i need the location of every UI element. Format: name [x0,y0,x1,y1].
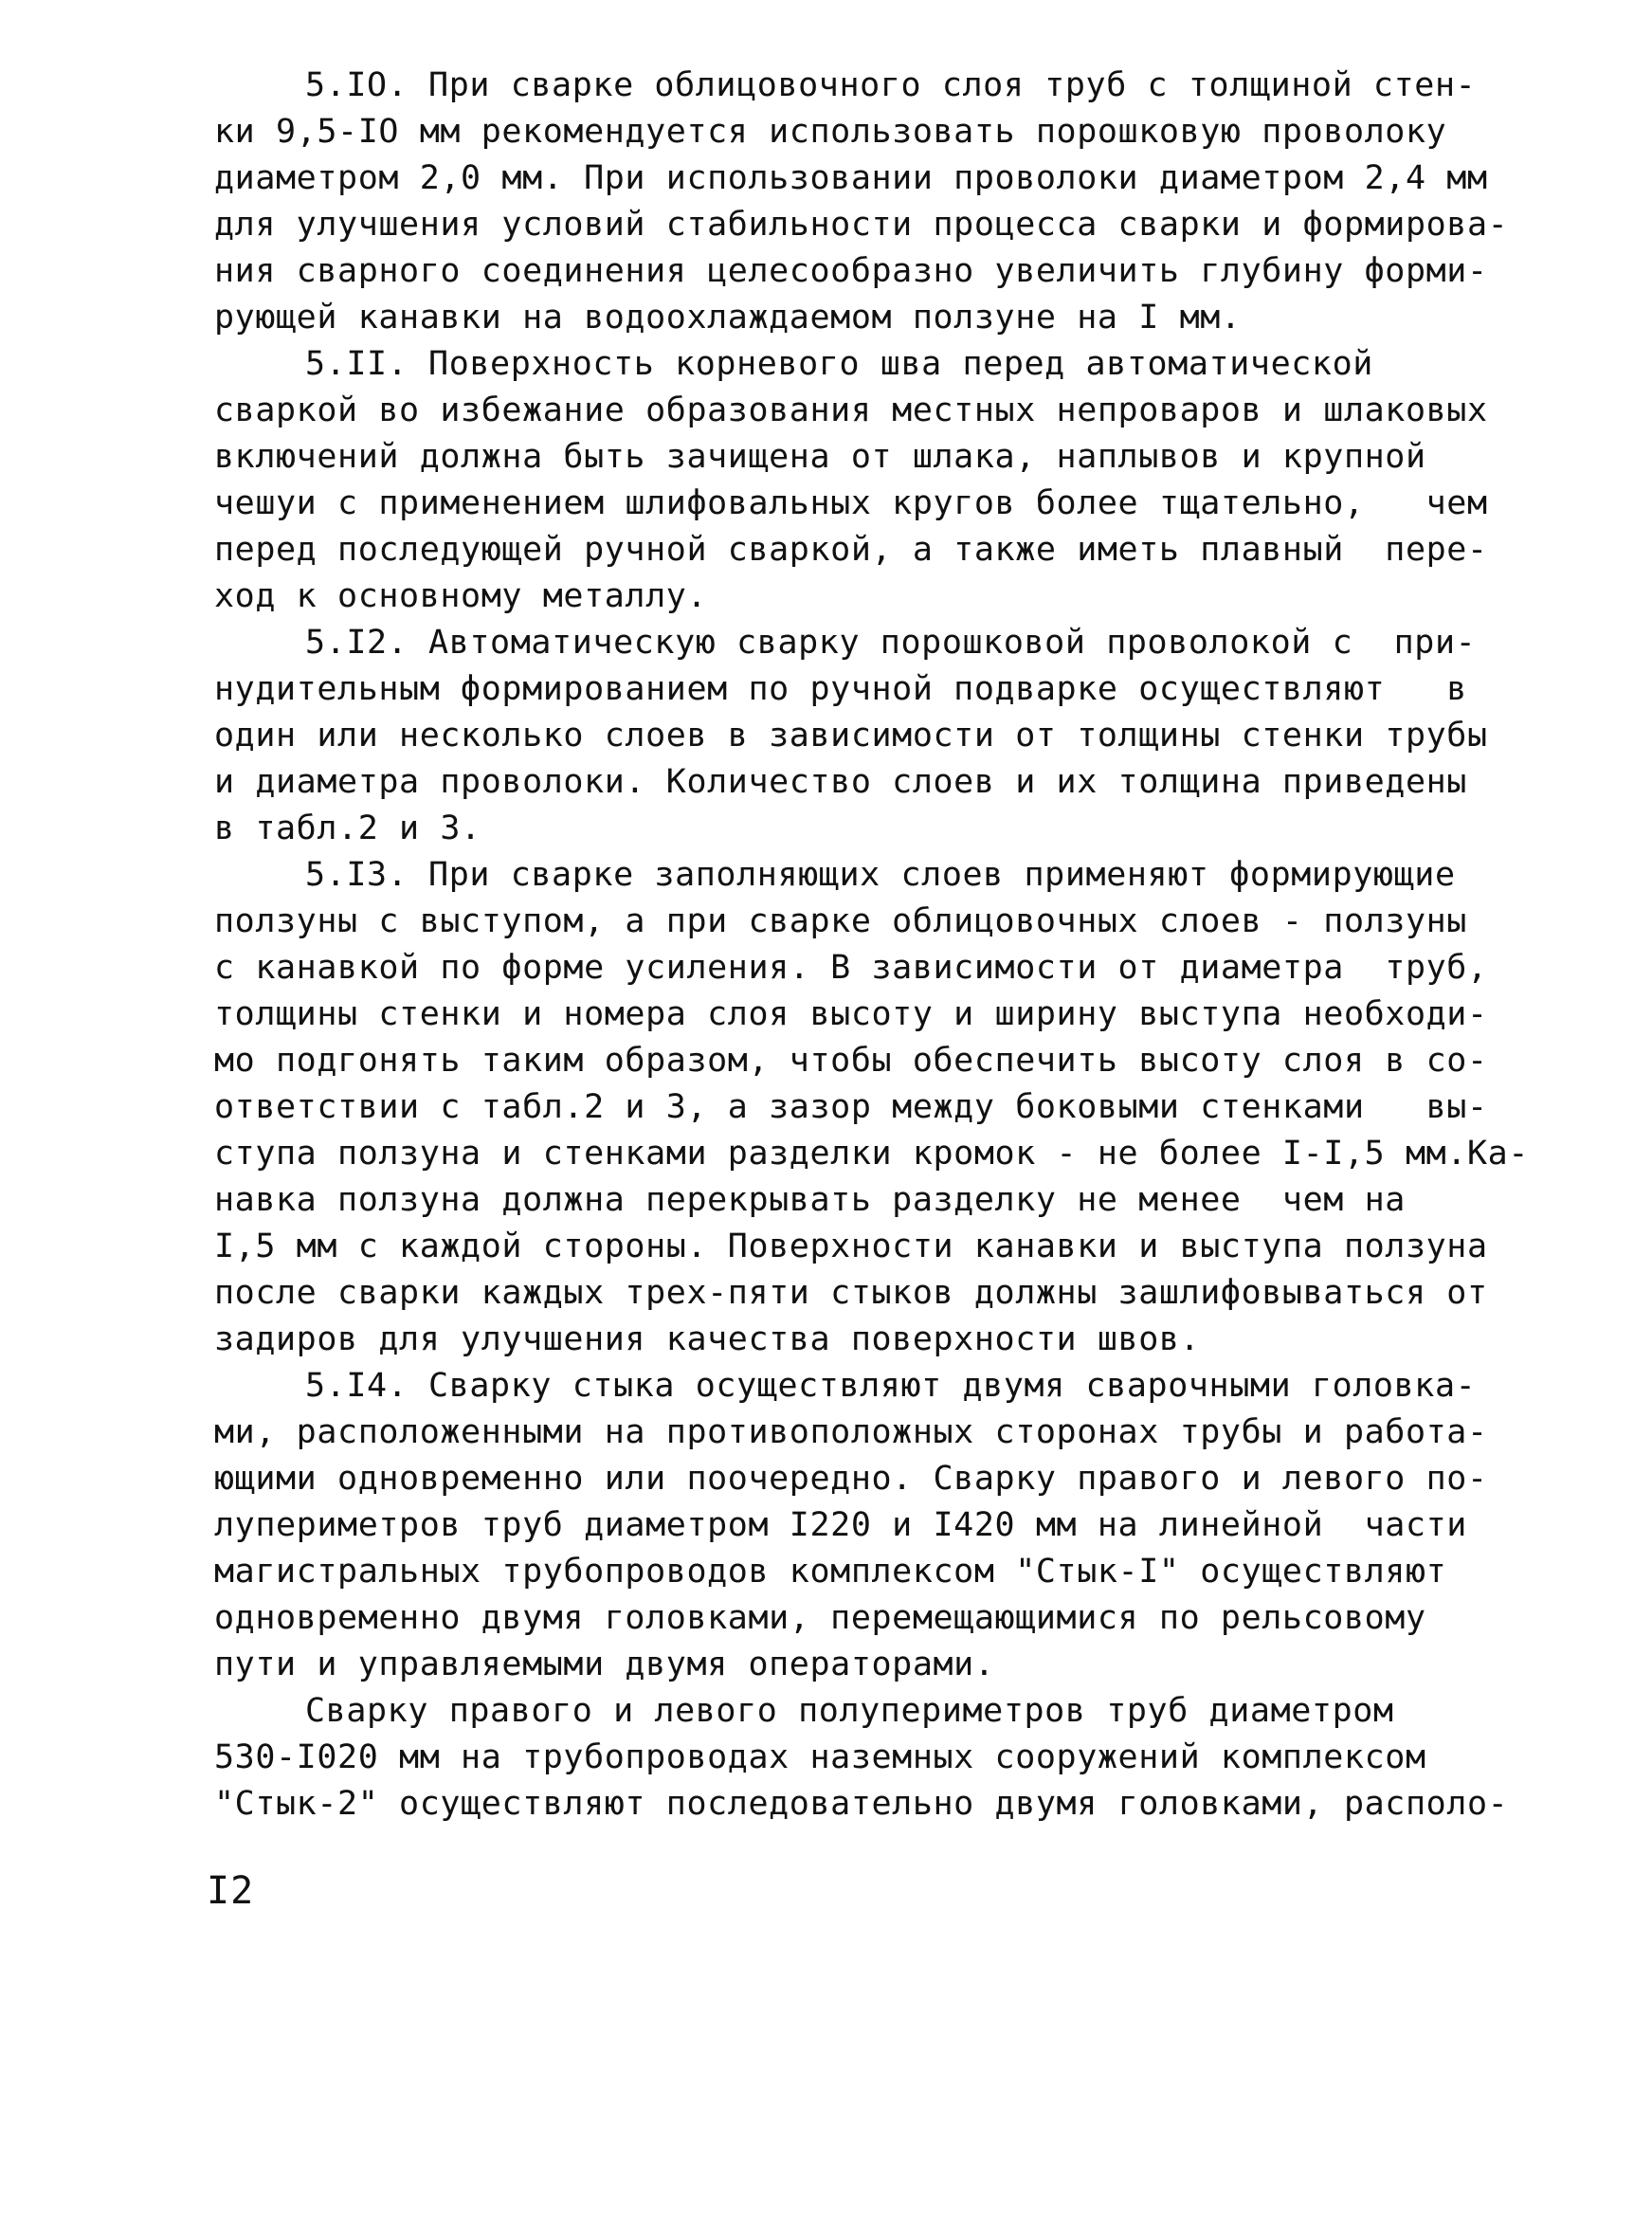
paragraph-5-10-line: ки 9,5-IO мм рекомендуется использовать порошковую проволоку [214,113,1447,151]
paragraph-5-11-line: 5.II. Поверхность корневого шва перед автоматической [305,345,1373,383]
paragraph-5-12-line: в табл.2 и 3. [214,809,481,847]
paragraph-5-10-line: 5.IO. При сварке облицовочного слоя труб с толщиной стен- [305,66,1477,104]
paragraph-5-14-line: ми, расположенными на противоположных сторонах трубы и работа- [214,1413,1488,1451]
paragraph-5-14-line: одновременно двумя головками, перемещающимися по рельсовому [214,1599,1426,1637]
paragraph-5-11-line: ход к основному металлу. [214,577,708,615]
paragraph-5-10-line: для улучшения условий стабильности процесса сварки и формирова- [214,206,1509,244]
paragraph-5-13-line: ответствии с табл.2 и 3, а зазор между боковыми стенками вы- [214,1088,1488,1126]
paragraph-continuation-line: 530-I020 мм на трубопроводах наземных сооружений комплексом [214,1738,1426,1776]
paragraph-5-13-line: ползуны с выступом, а при сварке облицовочных слоев - ползуны [214,902,1467,940]
paragraph-continuation-line: "Стык-2" осуществляют последовательно двумя головками, располо- [214,1785,1509,1823]
paragraph-5-13-line: навка ползуна должна перекрывать разделку не менее чем на [214,1181,1406,1219]
paragraph-5-11-line: перед последующей ручной сваркой, а также иметь плавный пере- [214,531,1488,569]
paragraph-5-13-line: после сварки каждых трех-пяти стыков должны зашлифовываться от [214,1274,1488,1312]
paragraph-5-10-line: ния сварного соединения целесообразно увеличить глубину форми- [214,252,1488,290]
paragraph-5-11-line: чешуи с применением шлифовальных кругов более тщательно, чем [214,484,1488,522]
paragraph-5-13-line: I,5 мм с каждой стороны. Поверхности канавки и выступа ползуна [214,1228,1488,1265]
paragraph-5-12-line: и диаметра проволоки. Количество слоев и их толщина приведены [214,763,1467,801]
paragraph-5-14-line: пути и управляемыми двумя операторами. [214,1646,995,1683]
paragraph-continuation-line: Сварку правого и левого полупериметров труб диаметром [305,1692,1394,1730]
body-text [214,63,1529,1828]
paragraph-5-10-line: рующей канавки на водоохлаждаемом ползуне на I мм. [214,299,1242,336]
paragraph-5-14-line: 5.I4. Сварку стыка осуществляют двумя сварочными головка- [305,1367,1477,1405]
paragraph-5-14-line: магистральных трубопроводов комплексом "Стык-I" осуществляют [214,1553,1447,1591]
paragraph-5-10-line: диаметром 2,0 мм. При использовании проволоки диаметром 2,4 мм [214,159,1488,197]
paragraph-5-12-line: 5.I2. Автоматическую сварку порошковой проволокой с при- [305,624,1477,662]
paragraph-5-14-line: ющими одновременно или поочередно. Сварку правого и левого по- [214,1460,1488,1498]
paragraph-5-13-line: ступа ползуна и стенками разделки кромок - не более I-I,5 мм.Ка- [214,1135,1529,1173]
paragraph-5-14-line: лупериметров труб диаметром I220 и I420 мм на линейной части [214,1506,1467,1544]
page-number: I2 [207,1869,255,1913]
paragraph-5-12-line: нудительным формированием по ручной подварке осуществляют в [214,670,1467,708]
paragraph-5-13-line: мо подгонять таким образом, чтобы обеспечить высоту слоя в со- [214,1042,1488,1080]
paragraph-5-13-line: толщины стенки и номера слоя высоту и ширину выступа необходи- [214,995,1488,1033]
paragraph-5-13-line: 5.I3. При сварке заполняющих слоев применяют формирующие [305,856,1456,894]
paragraph-5-11-line: сваркой во избежание образования местных непроваров и шлаковых [214,391,1488,429]
paragraph-5-13-line: задиров для улучшения качества поверхности швов. [214,1320,1201,1358]
paragraph-5-12-line: один или несколько слоев в зависимости от толщины стенки трубы [214,717,1488,755]
paragraph-5-13-line: с канавкой по форме усиления. В зависимости от диаметра труб, [214,949,1488,987]
paragraph-5-11-line: включений должна быть зачищена от шлака, наплывов и крупной [214,438,1426,476]
